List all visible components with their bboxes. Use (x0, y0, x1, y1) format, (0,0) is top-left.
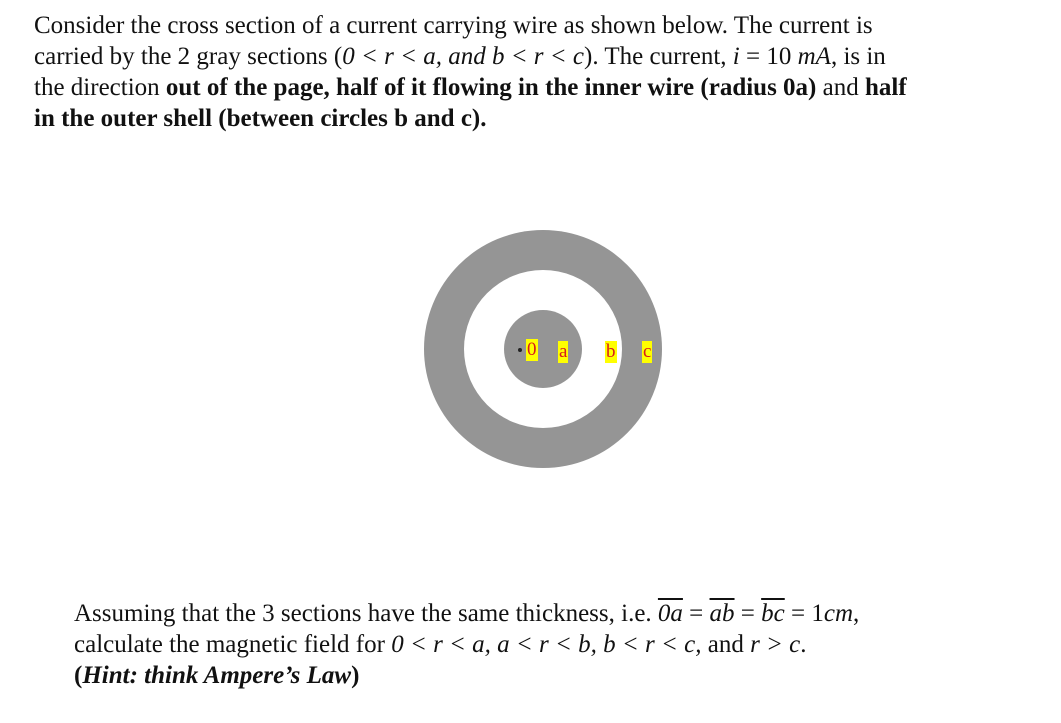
intro-line-2 (34, 41, 1044, 72)
question-hint (74, 660, 1034, 691)
question-ranges-math: 0 < r < a, a < r < b, b < r < c, (391, 631, 702, 658)
hint-text: Hint: think Ampere’s Law (82, 662, 352, 689)
wire-cross-section-figure (424, 230, 662, 468)
intro-line-4 (34, 103, 1044, 134)
question-line-1 (74, 598, 1034, 629)
label-b: b (606, 341, 616, 362)
intro-line-3-text-a: the direction (34, 74, 166, 101)
question-line-1-text: Assuming that the 3 sections have the same thickness, i.e. (74, 600, 658, 627)
intro-line-3-text-b: and (816, 74, 865, 101)
label-a: a (559, 341, 568, 362)
intro-line-2-text-c: , is in (830, 43, 886, 70)
intro-line-2-text-a: carried by the 2 gray sections ( (34, 43, 343, 70)
segment-bc: $\overline{bc}$ (761, 600, 785, 627)
question-line-2-text: calculate the magnetic field for (74, 631, 392, 658)
equals-1: = (682, 600, 710, 627)
inner-wire-circle (504, 310, 582, 388)
question-line-2 (74, 629, 1034, 660)
label-0: 0 (527, 339, 537, 360)
question-range-outer: r > c (750, 631, 801, 658)
intro-line-3 (34, 72, 1044, 103)
intro-line-2-text-b: ). The current, (584, 43, 733, 70)
wire-cross-section-svg (424, 230, 662, 468)
center-dot (518, 348, 522, 352)
label-c: c (643, 341, 652, 362)
segment-0a: 0a (657, 600, 683, 627)
problem-intro (34, 10, 1044, 134)
hint-open-paren: ( (74, 662, 83, 689)
intro-bold-half: half (864, 74, 907, 101)
equals-2: = (734, 600, 762, 627)
hint-close-paren: ) (351, 662, 360, 689)
question-line-2-and: and (701, 631, 751, 658)
intro-range-math: 0 < r < a, and b < r < c (342, 43, 585, 70)
thickness-unit: cm (823, 600, 854, 627)
intro-bold-direction: out of the page, half of it flowing in the inner wire (radius 0a) (165, 74, 817, 101)
intro-line-1 (34, 10, 1044, 41)
current-unit: mA (797, 43, 831, 70)
intro-line-1-text: Consider the cross section of a current carrying wire as shown below. The current is (34, 12, 873, 39)
thickness-value: = 1 (784, 600, 824, 627)
current-symbol: i (732, 43, 740, 70)
problem-question (74, 598, 1034, 691)
question-line-2-end: . (800, 631, 807, 658)
segment-ab: $\overline{ab}$ (709, 600, 735, 627)
intro-bold-outer-shell: in the outer shell (between circles b and c). (34, 105, 487, 132)
current-value: = 10 (739, 43, 798, 70)
question-line-1-end: , (853, 600, 860, 627)
